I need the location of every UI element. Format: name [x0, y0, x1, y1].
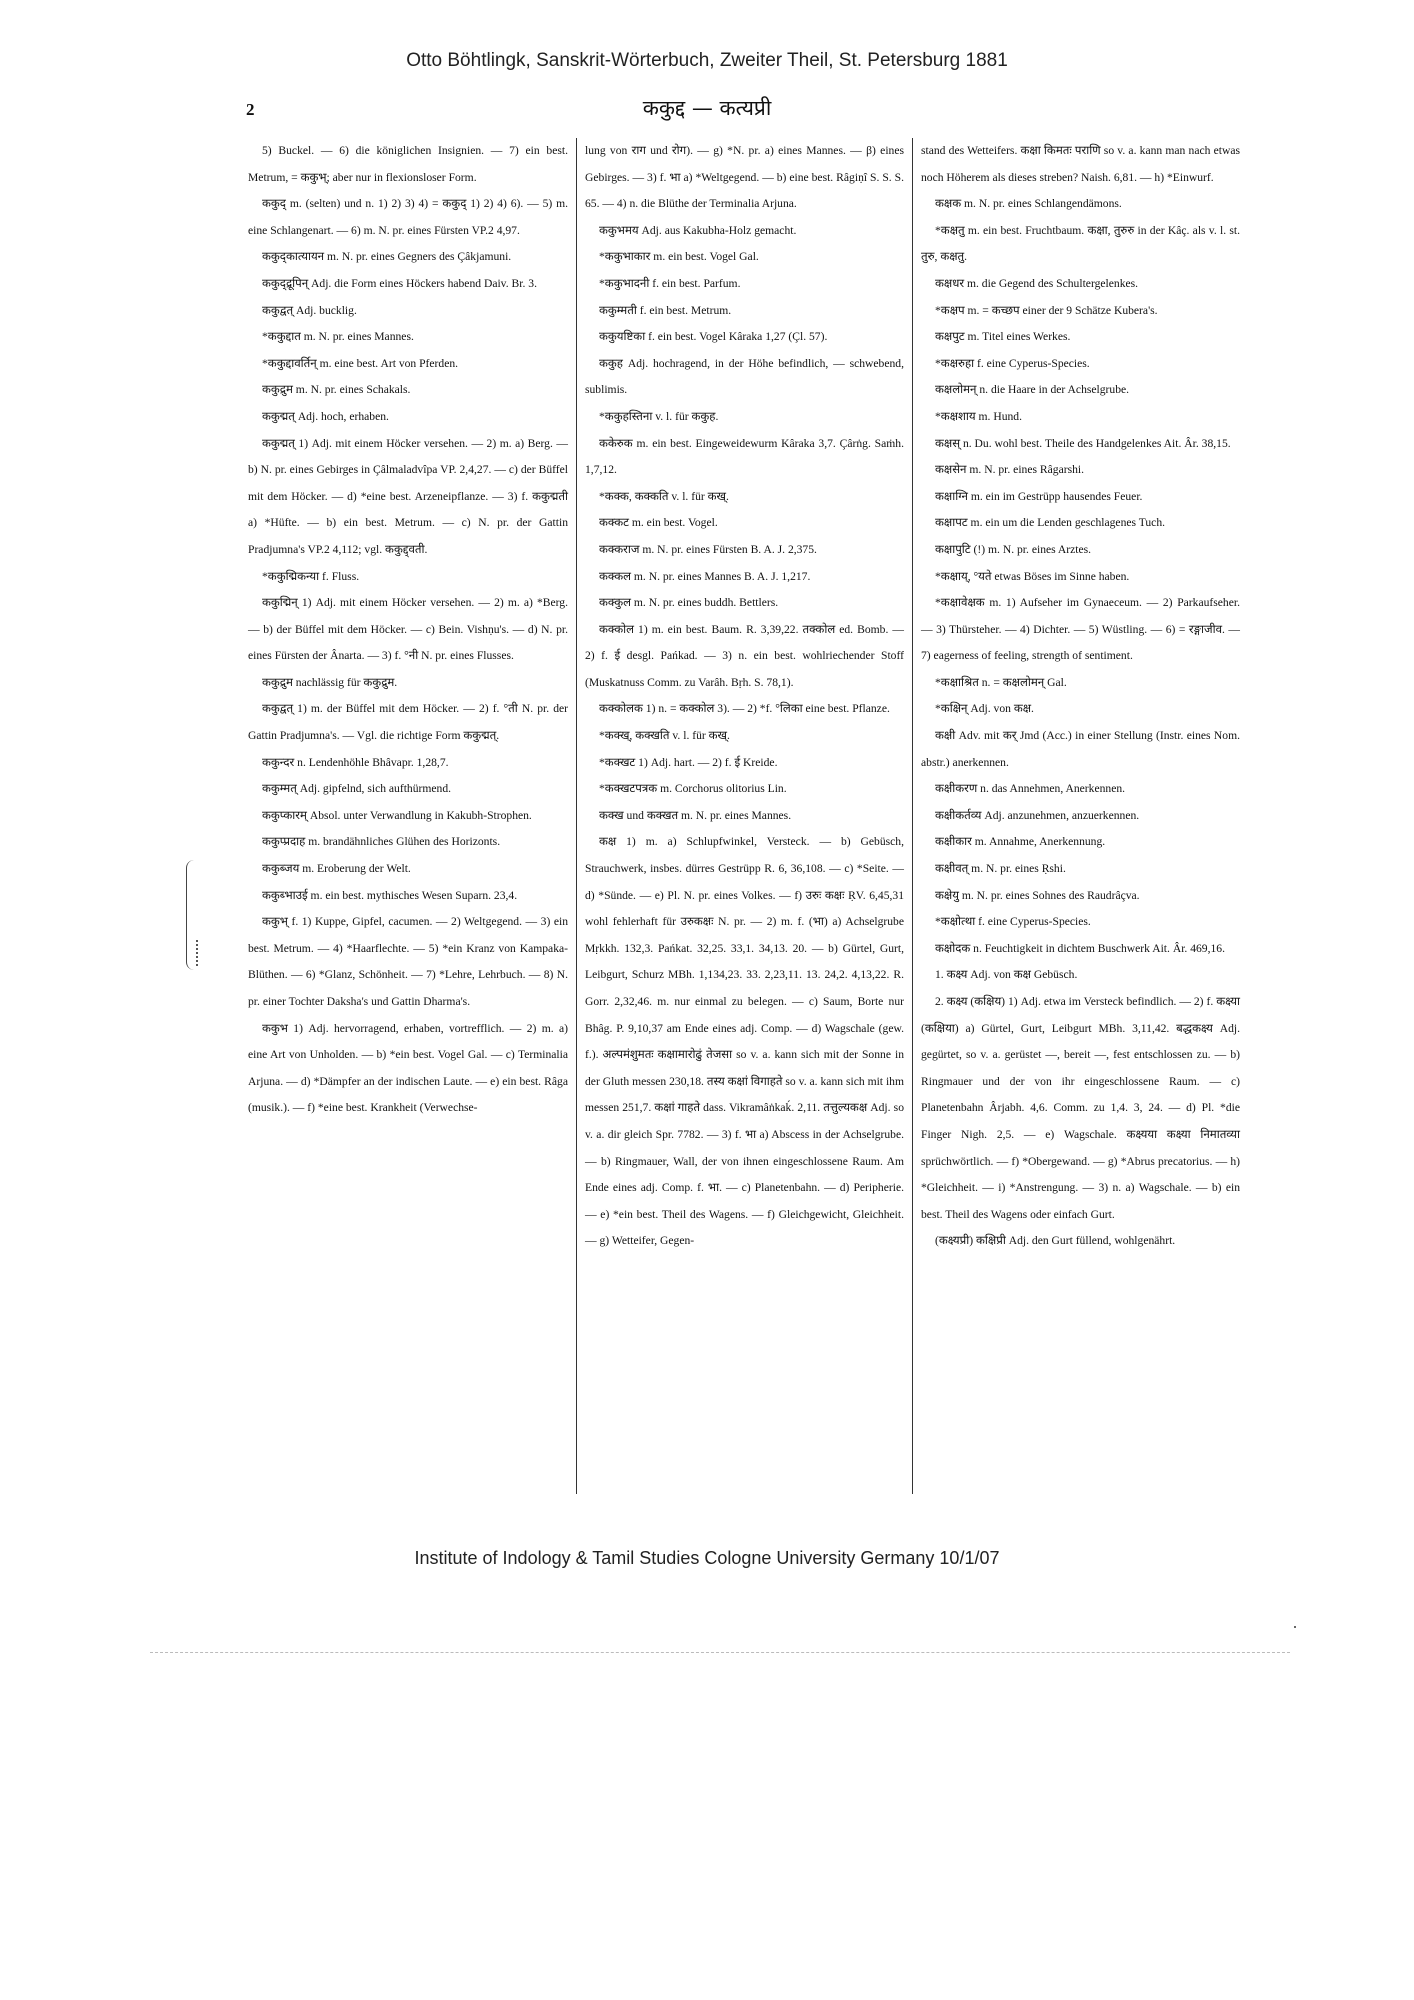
dictionary-entry: ककुद्वत् 1) m. der Büffel mit dem Höcker. — 2) f. °ती N. pr. der Gattin Pradjumna's. — Vgl. die richtige Form ककुद्मत्. [248, 702, 568, 743]
dictionary-entry: ककुद्मत् Adj. hoch, erhaben. [262, 409, 389, 423]
dictionary-entry: *ककुद्दात m. N. pr. eines Mannes. [262, 330, 414, 344]
dictionary-entry: ककुप्कारम् Absol. unter Verwandlung in Kakubh-Strophen. [262, 808, 532, 822]
dictionary-entry: कक्षी Adv. mit कर् Jmd (Acc.) in einer Stellung (Instr. eines Nom. abstr.) anerkennen. [921, 729, 1240, 769]
dictionary-entry: *कक्षतु m. ein best. Fruchtbaum. कक्षा, तुरुरु in der Kâç. als v. l. st. तुरु, कक्षतु. [921, 223, 1240, 264]
dictionary-entry: ककुद् m. (selten) und n. 1) 2) 3) 4) = ककुद् 1) 2) 4) 6). — 5) m. eine Schlangenart. — 6) m. N. pr. eines Fürsten VP.2 4,97. [248, 197, 568, 237]
dictionary-entry: ककुब्जय m. Eroberung der Welt. [262, 862, 411, 876]
dictionary-entry: कक्ख und कक्खत m. N. pr. eines Mannes. [599, 808, 792, 822]
dictionary-entry: *ककुभाकार m. ein best. Vogel Gal. [599, 250, 759, 264]
dictionary-entry: कक्षापट m. ein um die Lenden geschlagenes Tuch. [935, 516, 1166, 530]
dictionary-entry: कक्षोदक n. Feuchtigkeit in dichtem Buschwerk Ait. Âr. 469,16. [935, 941, 1225, 955]
dictionary-entry: कक्षीकर्तव्य Adj. anzunehmen, anzuerkennen. [935, 808, 1140, 822]
dictionary-entry: ककुद्रुम nachlässig für ककुद्रुम. [262, 675, 398, 689]
dictionary-entry: ककुह Adj. hochragend, in der Höhe befindlich, — schwebend, sublimis. [585, 356, 904, 397]
dictionary-entry: *कक्क, कक्कति v. l. für कख्. [599, 489, 729, 503]
dictionary-entry: ककुद्रुम m. N. pr. eines Schakals. [262, 383, 411, 397]
scan-speck [1294, 1626, 1296, 1628]
dictionary-columns [240, 138, 1265, 1494]
dictionary-entry: ककुप्प्रदाह m. brandähnliches Glühen des Horizonts. [262, 835, 501, 849]
dictionary-entry: 5) Buckel. — 6) die königlichen Insignien. — 7) ein best. Metrum, = ककुभ्; aber nur in flexionsloser Form. [248, 144, 568, 184]
dictionary-entry: *ककुहस्तिना v. l. für ककुह. [599, 409, 719, 423]
dictionary-entry: lung von राग und रोग). — g) *N. pr. a) eines Mannes. — β) eines Gebirges. — 3) f. भा a) *Weltgegend. — b) eine best. Râgiṇî S. S. S. 65. — 4) n. die Blüthe der Terminalia Arjuna. [585, 144, 904, 211]
dictionary-entry: ककेरुक m. ein best. Eingeweidewurm Kâraka 3,7. Çârṅg. Saṁh. 1,7,12. [585, 436, 904, 477]
dictionary-entry: ककुद्वत् Adj. bucklig. [262, 303, 357, 317]
dictionary-entry: ककुयष्टिका f. ein best. Vogel Kâraka 1,27 (Çl. 57). [599, 330, 828, 344]
dictionary-entry: 2. कक्ष्य (कक्षिय) 1) Adj. etwa im Versteck befindlich. — 2) f. कक्ष्या (कक्षिया) a) Gürtel, Gurt, Leibgurt MBh. 3,11,42. बद्धकक्ष्य Adj. gegürtet, so v. a. gerüstet —, bereit —, fest entschlossen zu. — b) Ringmauer und der von ihr eingeschlossene Raum. — c) Planetenbahn Ârjabh. 4,6. Comm. zu 1,4. 3, 24. — d) Pl. *die Finger Nigh. 2,5. — e) Wagschale. कक्ष्यया कक्ष्या निमातव्या sprüchwörtlich. — f) *Obergewand. — g) *Abrus precatorius. — h) *Gleichheit. — i) *Anstrengung. — 3) n. a) Wagschale. — b) ein best. Theil des Wagens oder einfach Gurt. [921, 995, 1240, 1221]
page-number: 2 [246, 100, 255, 119]
dictionary-entry: कक्षाग्नि m. ein im Gestrüpp hausendes Feuer. [935, 489, 1143, 503]
dictionary-entry: ककुद्द्रूपिन् Adj. die Form eines Höckers habend Daiv. Br. 3. [262, 276, 537, 290]
dictionary-entry: *कक्षाश्रित n. = कक्षलोमन् Gal. [935, 675, 1067, 689]
dictionary-entry: कक्षलोमन् n. die Haare in der Achselgrube. [935, 383, 1130, 397]
dictionary-entry: कक्ष 1) m. a) Schlupfwinkel, Versteck. — b) Gebüsch, Strauchwerk, insbes. dürres Gestrüpp R. 6, 36,108. — c) *Seite. — d) *Sünde. — e) Pl. N. pr. eines Volkes. — f) उरुः कक्षः ṚV. 6,45,31 wohl fehlerhaft für उरुकक्षः N. pr. — 2) m. f. (भा) a) Achselgrube Mṛkkh. 132,3. Pańkat. 32,25. 33,1. 34,13. 20. — b) Gürtel, Gurt, Leibgurt, Schurz MBh. 1,134,23. 33. 2,23,11. 13. 24,2. 4,13,22. R. Gorr. 2,32,46. m. nur einmal zu belegen. — c) Saum, Borte nur Bhâg. P. 9,10,37 am Ende eines adj. Comp. — d) Wagschale (gew. f.). अल्पमंशुमतः कक्षामारोढुं तेजसा so v. a. kann sich mit der Sonne in der Gluth messen 230,18. तस्य कक्षां विगाहते so v. a. kann sich mit ihm messen 251,7. कक्षां गाहते dass. Vikramâṅkaḱ. 2,11. तत्तुल्यकक्ष Adj. so v. a. dir gleich Spr. 7782. — 3) f. भा a) Abscess in der Achselgrube. — b) Ringmauer, Wall, der von ihnen eingeschlossene Raum. Am Ende eines adj. Comp. f. भा. — c) Planetenbahn. — d) Peripherie. — e) *ein best. Theil des Wagens. — f) Gleichgewicht, Gleichheit. — g) Wetteifer, Gegen- [585, 835, 904, 1248]
dictionary-entry: ककुम्मती f. ein best. Metrum. [599, 303, 732, 317]
dictionary-entry: 1. कक्ष्य Adj. von कक्ष Gebüsch. [935, 968, 1078, 982]
dictionary-entry: *कक्खटपत्रक m. Corchorus olitorius Lin. [599, 782, 787, 796]
dictionary-entry: *कक्षिन् Adj. von कक्ष. [935, 702, 1034, 716]
dictionary-entry: *कक्ख्, कक्खति v. l. für कख्. [599, 729, 730, 743]
dictionary-entry: कक्षस् n. Du. wohl best. Theile des Handgelenkes Ait. Âr. 38,15. [935, 436, 1231, 450]
dictionary-entry: *कक्षप m. = कच्छप einer der 9 Schätze Kubera's. [935, 303, 1158, 317]
dictionary-entry: कक्षीकरण n. das Annehmen, Anerkennen. [935, 782, 1126, 796]
dictionary-entry: ककुभ 1) Adj. hervorragend, erhaben, vortrefflich. — 2) m. a) eine Art von Unholden. — b) *ein best. Vogel Gal. — c) Terminalia Arjuna. — d) *Dämpfer an der indischen Laute. — e) ein best. Râga (musik.). — f) *eine best. Krankheit (Verwechse- [248, 1021, 568, 1115]
column-middle [576, 138, 912, 1494]
dictionary-entry: *ककुद्दावर्तिन् m. eine best. Art von Pferden. [262, 356, 459, 370]
dictionary-entry: ककुद्मत् 1) Adj. mit einem Höcker versehen. — 2) m. a) Berg. — b) N. pr. eines Gebirges in Çâlmaladvîpa VP. 2,4,27. — c) der Büffel mit dem Höcker. — d) *eine best. Arzeneipflanze. — 3) f. ककुद्मती a) *Hüfte. — b) ein best. Metrum. — c) N. pr. der Gattin Pradjumna's VP.2 4,112; vgl. ककुद्द्वती. [248, 436, 568, 556]
dictionary-entry: stand des Wetteifers. कक्षा किमतः पराणि so v. a. kann man nach etwas noch Höherem als dieses streben? Naish. 6,81. — h) *Einwurf. [921, 144, 1240, 184]
dictionary-entry: कक्षधर m. die Gegend des Schultergelenkes. [935, 276, 1139, 290]
dictionary-entry: कक्षापुटि (!) m. N. pr. eines Arztes. [935, 542, 1092, 556]
dictionary-entry: कक्षक m. N. pr. eines Schlangendämons. [935, 197, 1122, 211]
dictionary-entry: *कक्षावेक्षक m. 1) Aufseher im Gynaeceum. — 2) Parkaufseher. — 3) Thürsteher. — 4) Dichter. — 5) Wüstling. — 6) = रङ्गाजीव. — 7) eagerness of feeling, strength of sentiment. [921, 596, 1240, 663]
dictionary-entry: ककुभ् f. 1) Kuppe, Gipfel, cacumen. — 2) Weltgegend. — 3) ein best. Metrum. — 4) *Haarflechte. — 5) *ein Kranz von Kampaka-Blüthen. — 6) *Glanz, Schönheit. — 7) *Lehre, Lehrbuch. — 8) N. pr. einer Tochter Daksha's und Gattin Dharma's. [248, 915, 568, 1008]
dictionary-entry: कक्कोलक 1) n. = कक्कोल 3). — 2) *f. °लिका eine best. Pflanze. [599, 702, 890, 716]
dictionary-entry: ककुब्भाउई m. ein best. mythisches Wesen Suparn. 23,4. [262, 888, 518, 902]
dictionary-entry: ककुन्दर n. Lendenhöhle Bhâvapr. 1,28,7. [262, 755, 449, 769]
column-left [240, 138, 576, 1494]
dictionary-entry: कक्कोल 1) m. ein best. Baum. R. 3,39,22. तक्कोल ed. Bomb. — 2) f. ई desgl. Pańkad. — 3) n. ein best. wohlriechender Stoff (Muskatnuss Comm. zu Varâh. Bṛh. S. 78,1). [585, 622, 904, 689]
dictionary-entry: *कक्षरुहा f. eine Cyperus-Species. [935, 356, 1090, 370]
dictionary-entry: कक्कट m. ein best. Vogel. [599, 516, 718, 530]
institute-footer: Institute of Indology & Tamil Studies Cologne University Germany 10/1/07 [414, 1548, 1000, 1568]
dictionary-entry: कक्षपुट m. Titel eines Werkes. [935, 330, 1071, 344]
dictionary-entry: कक्कल m. N. pr. eines Mannes B. A. J. 1,217. [599, 569, 811, 583]
running-head: ककुद्द — कत्यप्री [642, 96, 772, 120]
dictionary-entry: *कक्खट 1) Adj. hart. — 2) f. ई Kreide. [599, 755, 778, 769]
dictionary-entry: कक्कुल m. N. pr. eines buddh. Bettlers. [599, 596, 779, 610]
dictionary-entry: *ककुभादनी f. ein best. Parfum. [599, 276, 741, 290]
dictionary-entry: *कक्षोत्था f. eine Cyperus-Species. [935, 915, 1091, 929]
dictionary-entry: *ककुद्मिकन्या f. Fluss. [262, 569, 360, 583]
dictionary-entry: कक्षीवत् m. N. pr. eines Ṛshi. [935, 862, 1066, 876]
dictionary-entry: *कक्षशाय m. Hund. [935, 409, 1022, 423]
dictionary-entry: ककुद्कात्यायन m. N. pr. eines Gegners des Çâkjamuni. [262, 250, 512, 264]
source-header: Otto Böhtlingk, Sanskrit-Wörterbuch, Zweiter Theil, St. Petersburg 1881 [406, 50, 1008, 71]
dictionary-entry: कक्कराज m. N. pr. eines Fürsten B. A. J. 2,375. [599, 542, 817, 556]
dictionary-entry: कक्षेयु m. N. pr. eines Sohnes des Raudrâçva. [935, 888, 1140, 902]
dictionary-entry: ककुद्मिन् 1) Adj. mit einem Höcker versehen. — 2) m. a) *Berg. — b) der Büffel mit dem Höcker. — c) Bein. Vishṇu's. — d) N. pr. eines Fürsten der Ânarta. — 3) f. °नी N. pr. eines Flusses. [248, 596, 568, 663]
dictionary-entry: कक्षसेन m. N. pr. eines Râgarshi. [935, 463, 1085, 477]
dictionary-entry: (कक्ष्यप्री) कक्षिप्री Adj. den Gurt füllend, wohlgenährt. [935, 1234, 1176, 1248]
scan-divider [150, 1652, 1290, 1653]
column-right [912, 138, 1248, 1494]
dictionary-entry: ककुभमय Adj. aus Kakubha-Holz gemacht. [599, 223, 797, 237]
dictionary-entry: *कक्षाय्, °यते etwas Böses im Sinne haben. [935, 569, 1130, 583]
dictionary-entry: कक्षीकार m. Annahme, Anerkennung. [935, 835, 1106, 849]
dictionary-entry: ककुम्मत् Adj. gipfelnd, sich aufthürmend. [262, 782, 452, 796]
margin-dots-mark [196, 940, 201, 966]
